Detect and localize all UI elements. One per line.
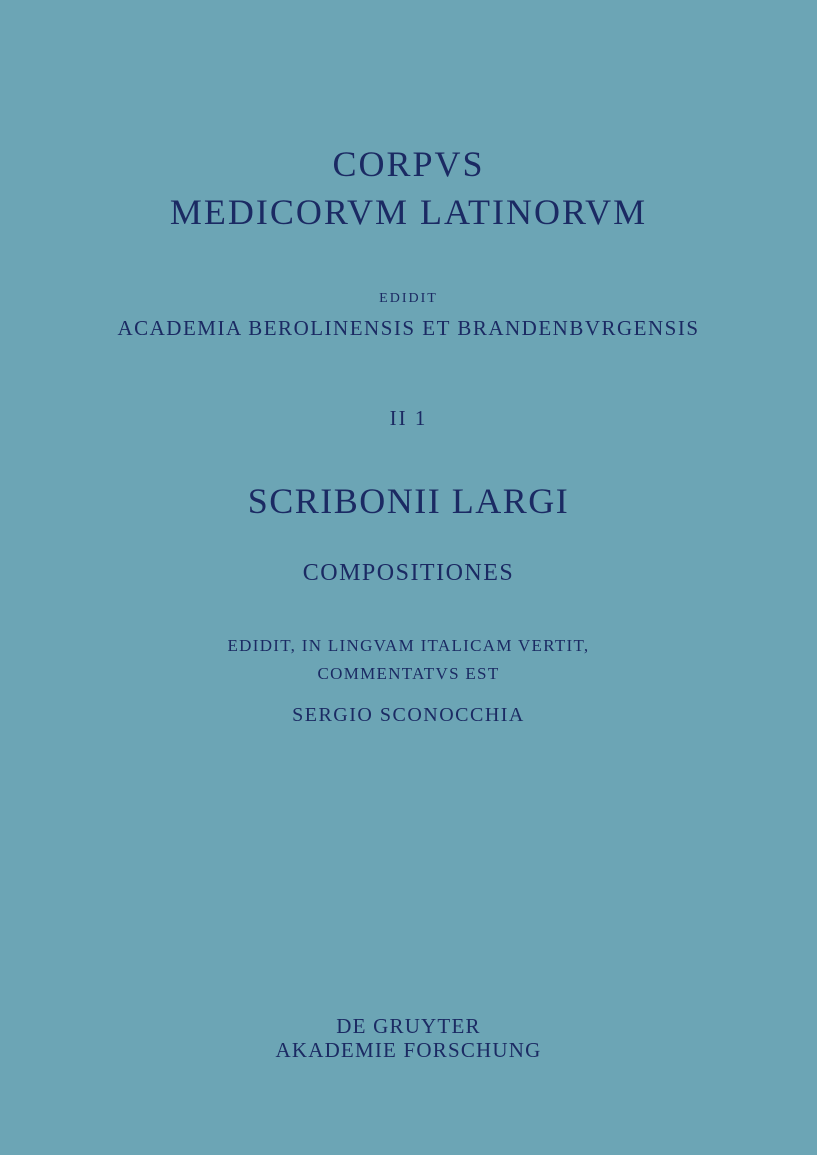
- publisher-imprint: AKADEMIE FORSCHUNG: [275, 1038, 542, 1062]
- series-title-line-1: CORPVS: [332, 144, 485, 184]
- credits-line-1: EDIDIT, IN LINGVAM ITALICAM VERTIT,: [227, 636, 590, 655]
- editor-name: SERGIO SCONOCCHIA: [292, 704, 525, 726]
- work-title: COMPOSITIONES: [302, 560, 515, 586]
- edidit-label: EDIDIT: [379, 291, 438, 306]
- series-title-line-2: MEDICORVM LATINORVM: [169, 192, 648, 232]
- author-name: SCRIBONII LARGI: [247, 481, 570, 521]
- publisher-name: DE GRUYTER: [336, 1014, 481, 1038]
- academy-name: ACADEMIA BEROLINENSIS ET BRANDENBVRGENSIS: [117, 316, 700, 340]
- volume-number: II 1: [389, 406, 428, 430]
- credits-line-2: COMMENTATVS EST: [317, 664, 500, 683]
